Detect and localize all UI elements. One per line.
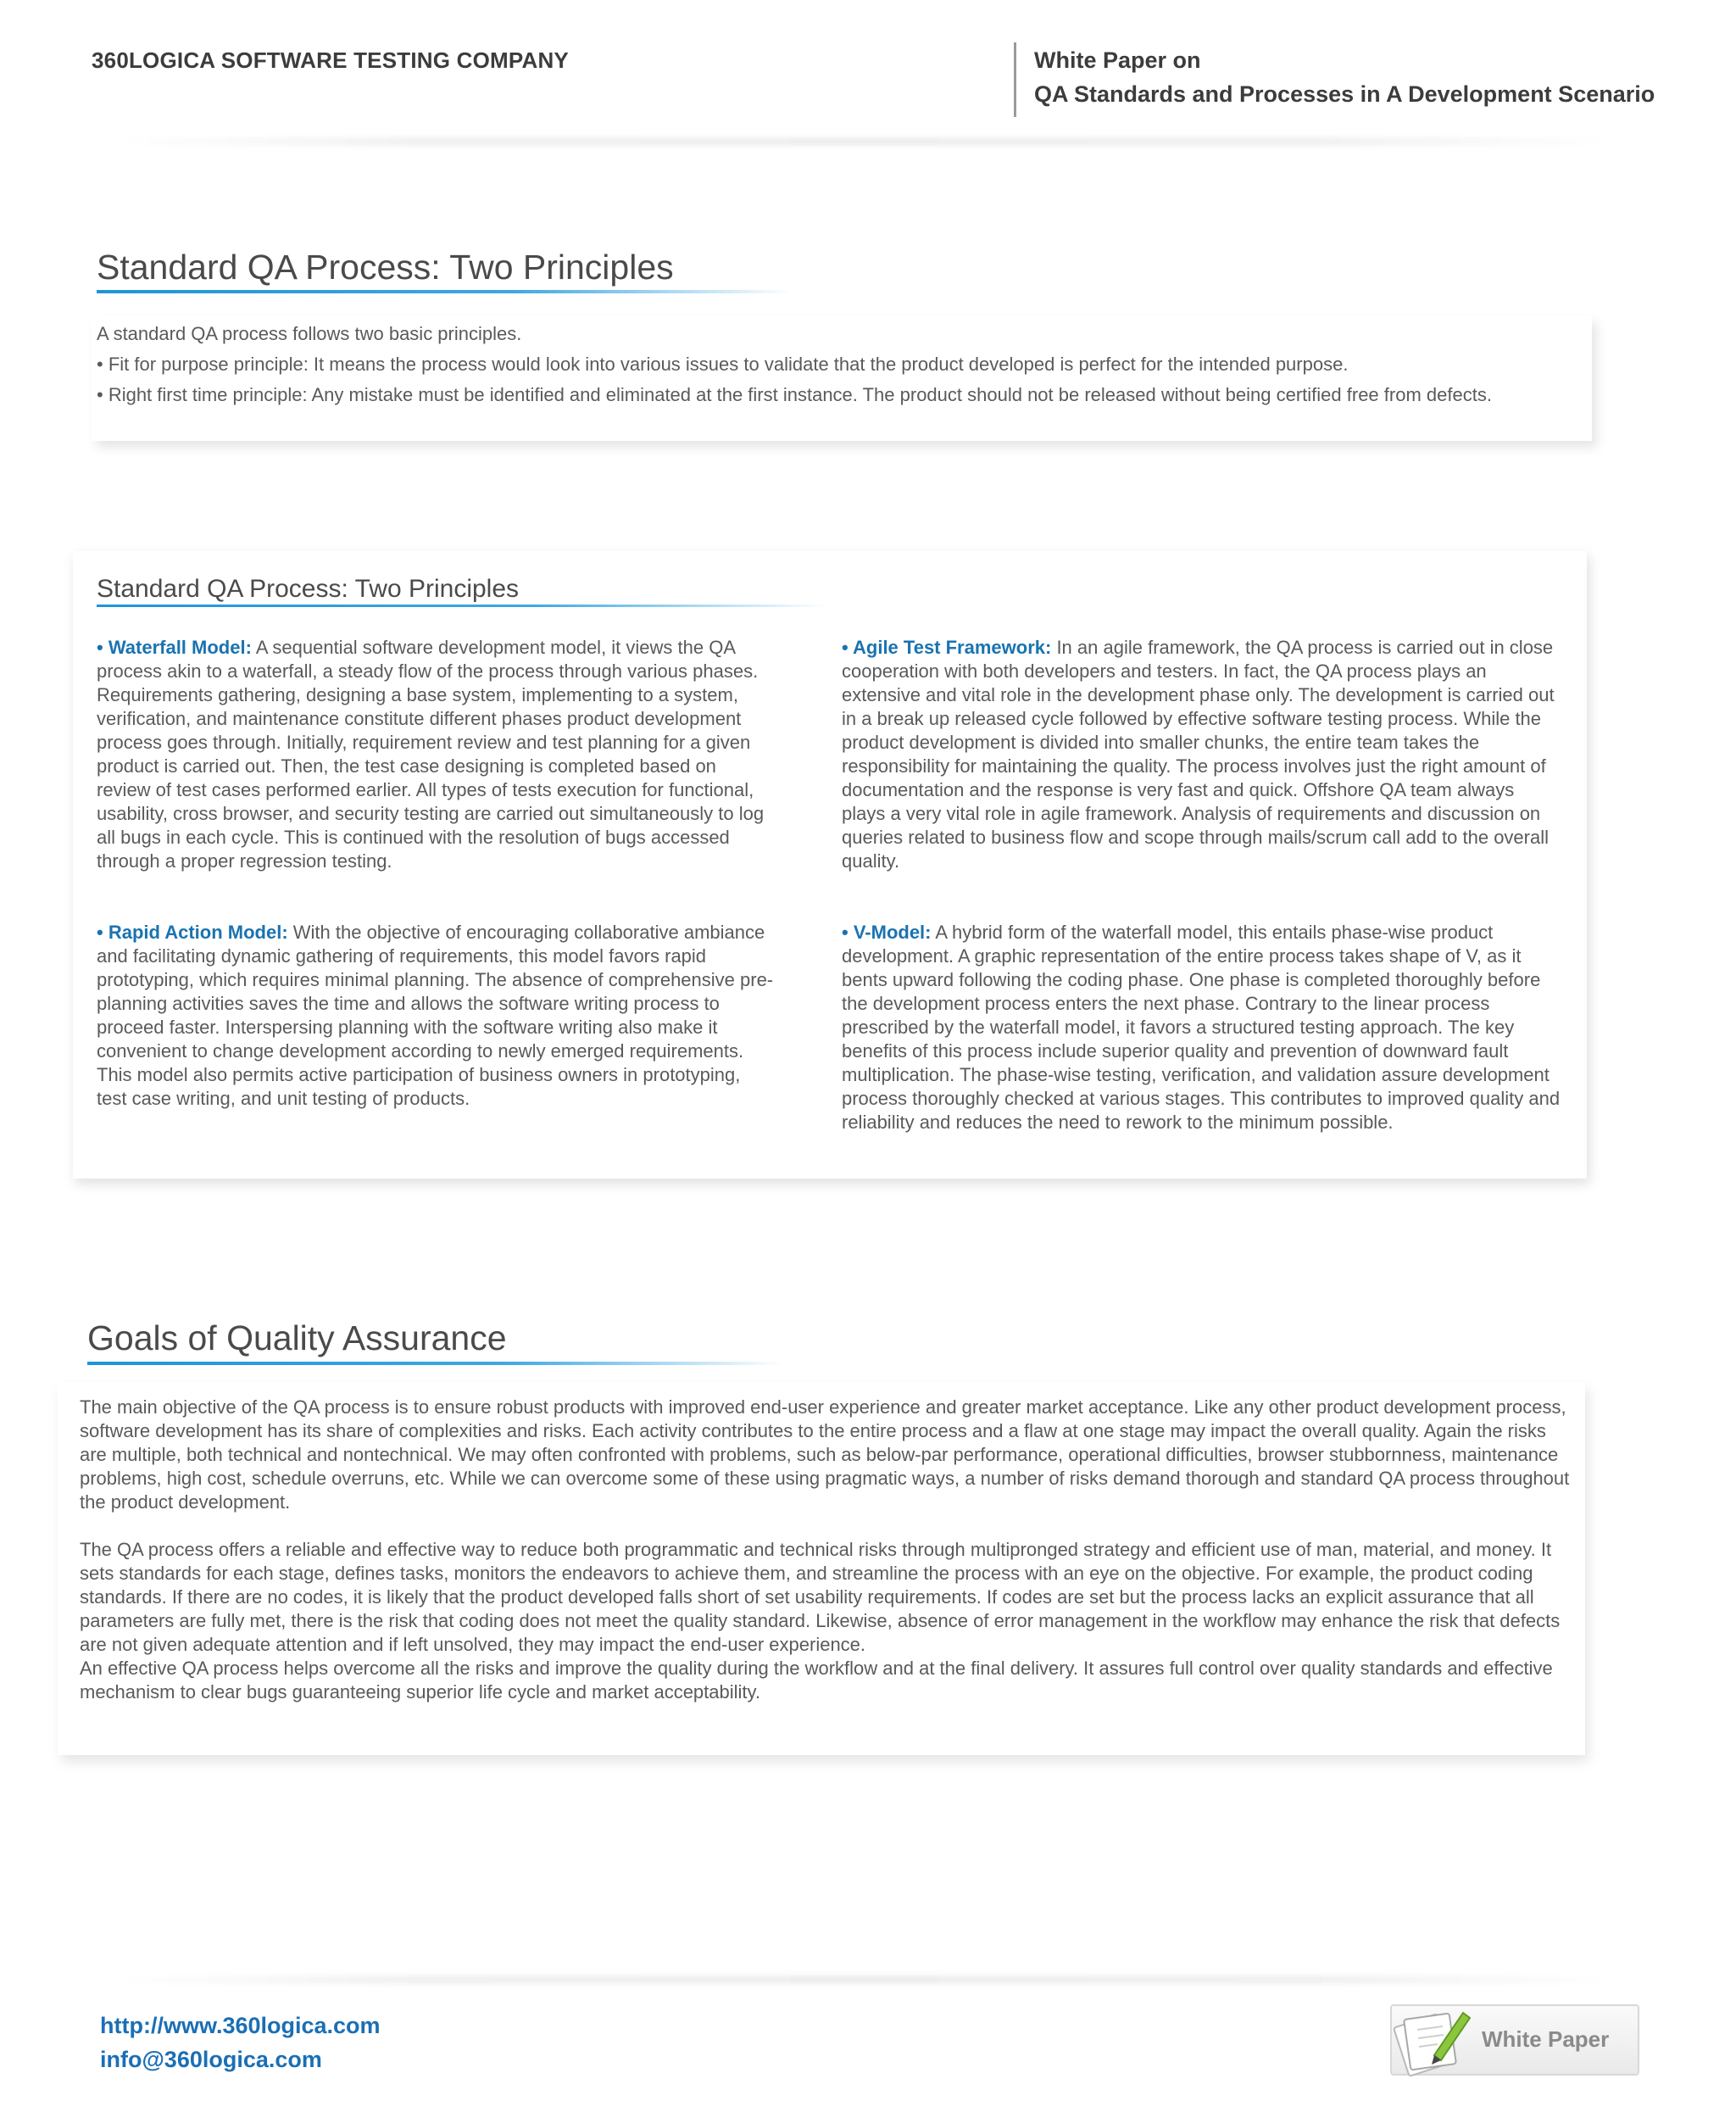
badge-label: White Paper [1482,2026,1610,2052]
whitepaper-title: QA Standards and Processes in A Development Scenario [1034,81,1655,107]
vmodel-text: A hybrid form of the waterfall model, this entails phase-wise product development. A graphic representation of the entire process takes shape of V, as it bents upward following the coding phase. One phase is completed thoroughly before the development process enters the next phase. Contrary to the linear process prescribed by the waterfall model, it favors a structured testing approach. The key benefits of this process include superior quality and prevention of downward fault multiplication. The phase-wise testing, verification, and validation assure development process thoroughly checked at various stages. This contributes to improved quality and reliability and reduces the need to rework to the minimum possible. [842,922,1561,1133]
section3-body [80,1396,1572,1704]
section1-bullet-fit-for-purpose: • Fit for purpose principle: It means the process would look into various issues to validate that the product developed is perfect for the intended purpose. [97,354,1349,375]
waterfall-bullet: • [97,637,108,658]
section1-panel [92,315,1592,441]
v-model-item [842,921,1562,1134]
section1-intro: A standard QA process follows two basic principles. [97,323,522,344]
vmodel-bullet: • [842,922,854,943]
section3-paragraph-1: The main objective of the QA process is to ensure robust products with improved end-user experience and greater market acceptance. Like any other product development process, software development has its share of complexities and risks. Each activity contributes to the entire process and a flaw at one stage may impact the overall quality. Again the risks are multiple, both technical and nontechnical. We may often confronted with problems, such as below-par performance, operational difficulties, browser stubbornness, maintenance problems, high cost, schedule overruns, etc. While we can overcome some of these using pragmatic ways, a number of risks demand thorough and standard QA process throughout the product development. [80,1396,1570,1513]
section1-underline [97,290,792,293]
column-right [842,636,1562,1134]
agile-bullet: • [842,637,853,658]
section2-title: Standard QA Process: Two Principles [97,575,520,603]
vmodel-term: V-Model: [853,922,932,943]
section3-paragraph-3: An effective QA process helps overcome all the risks and improve the quality during the workflow and at the final delivery. It assures full control over quality standards and effective mechanism to clear bugs guaranteeing superior life cycle and market acceptability. [80,1658,1553,1703]
section3-underline [87,1362,782,1365]
website-link[interactable]: http://www.360logica.com [100,2013,381,2038]
waterfall-model-item [97,636,775,873]
company-name: 360LOGICA SOFTWARE TESTING COMPANY [92,47,569,73]
agile-term: Agile Test Framework: [853,637,1052,658]
header-shadow [119,137,1611,146]
waterfall-text: A sequential software development model, it views the QA process akin to a waterfall, a steady flow of the process through various phases. Requirements gathering, designing a base system, implementing to a system, verification, and maintenance constitute different phases product development process goes through. Initially, requirement review and test planning for a given product is carried out. Then, the test case designing is completed based on review of test cases performed earlier. All types of tests execution for functional, usability, cross browser, and security testing are carried out simultaneously to log all bugs in each cycle. This is continued with the resolution of bugs accessed through a proper regression testing. [97,637,765,872]
rapid-text: With the objective of encouraging collaborative ambiance and facilitating dynamic gathering of requirements, this model favors rapid prototyping, which requires minimal planning. The absence of comprehensive pre-planning activities saves the time and allows the software writing process to proceed faster. Interspersing planning with the software writing also make it convenient to change development according to newly emerged requirements. This model also permits active participation of business owners in prototyping, test case writing, and unit testing of products. [97,922,774,1109]
rapid-action-model-item [97,921,775,1111]
footer-shadow [119,1976,1611,1984]
rapid-term: Rapid Action Model: [108,922,288,943]
section2-underline [97,605,826,607]
rapid-bullet: • [97,922,108,943]
agile-framework-item [842,636,1562,873]
section1-title: Standard QA Process: Two Principles [97,248,674,287]
section3-title: Goals of Quality Assurance [87,1318,507,1357]
section3-paragraph-2: The QA process offers a reliable and effective way to reduce both programmatic and technical risks through multipronged strategy and efficient use of man, material, and money. It sets standards for each stage, defines tasks, monitors the endeavors to achieve them, and streamline the process with an eye on the objective. For example, the product coding standards. If there are no codes, it is likely that the product developed falls short of set usability requirements. If codes are set but the process lacks an explicit assurance that all parameters are fully met, there is the risk that coding does not meet the quality standard. Likewise, absence of error management in the workflow may enhance the risk that defects are not given adequate attention and if left unsolved, they may impact the end-user experience. [80,1539,1561,1655]
agile-text: In an agile framework, the QA process is carried out in close cooperation with both developers and testers. In fact, the QA process plays an extensive and vital role in the development phase only. The development is carried out in a break up released cycle followed by effective software testing process. While the product development is divided into smaller chunks, the entire team takes the responsibility for maintaining the quality. The process involves just the right amount of documentation and the response is very fast and quick. Offshore QA team always plays a very vital role in agile framework. Analysis of requirements and discussion on queries related to business flow and scope through mails/scrum call add to the overall quality. [842,637,1555,872]
white-paper-badge [1390,2004,1639,2076]
email-link[interactable]: info@360logica.com [100,2047,322,2072]
whitepaper-label: White Paper on [1034,47,1201,73]
header-divider [1014,42,1016,117]
waterfall-term: Waterfall Model: [108,637,252,658]
column-left [97,636,775,1111]
document-pen-icon [1390,2001,1475,2079]
section1-bullet-right-first-time: • Right first time principle: Any mistake must be identified and eliminated at the first instance. The product should not be released without being certified free from defects. [97,384,1492,405]
